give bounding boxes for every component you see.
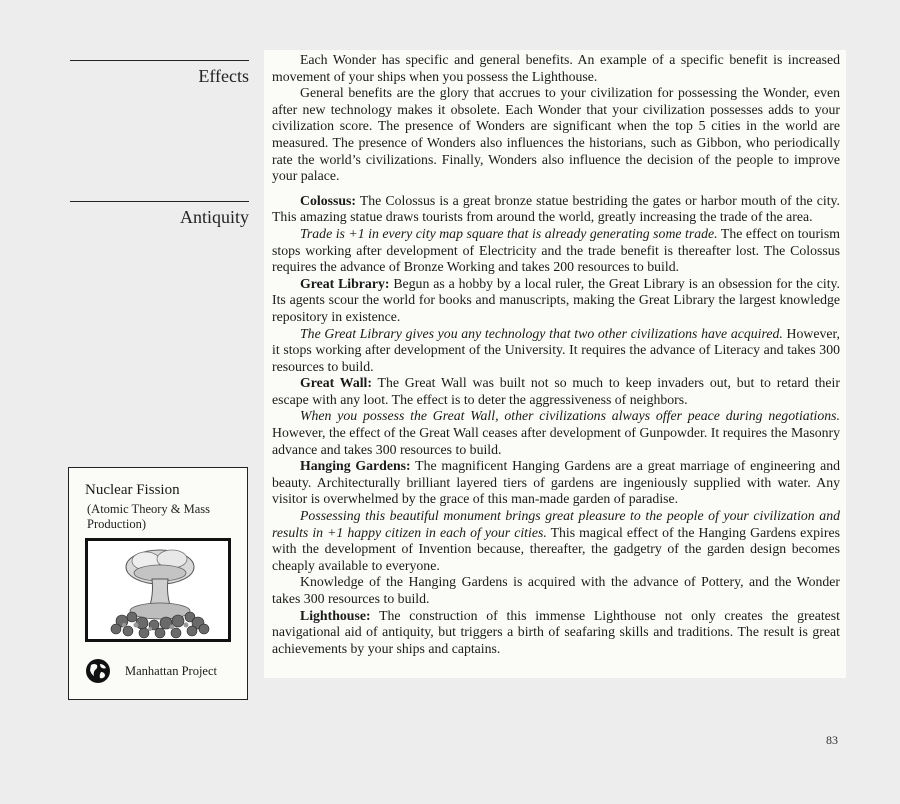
mushroom-cloud-illustration [85, 538, 231, 642]
wall-paragraph [272, 375, 840, 408]
gardens-paragraph [272, 458, 840, 508]
effects-paragraph-1: Each Wonder has specific and general benefits. An example of a specific benefit is increased movement of your ships when you possess the Lighthouse. [272, 52, 840, 84]
lighthouse-paragraph [272, 608, 840, 658]
gardens-description: The magnificent Hanging Gardens are a great marriage of engineering and beauty. Architecturally brilliant layered tiers of gardens are ingeniously supplied with water. Any visitor is overwhelmed by the grace of this man-made garden of paradise. [272, 458, 840, 507]
antiquity-heading: Antiquity [179, 207, 249, 227]
wall-rule-paragraph [272, 408, 840, 458]
effects-heading: Effects [198, 66, 249, 86]
lighthouse-term: Lighthouse: [300, 607, 371, 623]
gardens-paragraph-2: Knowledge of the Hanging Gardens is acquired with the advance of Pottery, and the Wonder takes 300 resources to build. [272, 574, 840, 606]
page-number: 83 [826, 733, 838, 747]
colossus-rule-paragraph [272, 226, 840, 276]
globe-icon [85, 658, 111, 684]
wall-rest: However, the effect of the Great Wall ceases after development of Gunpowder. It requires the Masonry advance and takes 300 resources to build. [272, 425, 840, 457]
library-rule-paragraph [272, 326, 840, 376]
colossus-description: The Colossus is a great bronze statue bestriding the gates or harbor mouth of the city. This amazing statue draws tourists from around the world, greatly increasing the trade of the area. [272, 192, 840, 225]
library-paragraph [272, 276, 840, 326]
antiquity-rule [70, 201, 249, 202]
lighthouse-description: The construction of this immense Lighthouse not only creates the greatest navigational aid of antiquity, but triggers a birth of seafaring skills and traditions. The result is great achievements by your ships and captains. [272, 607, 840, 656]
wall-description: The Great Wall was built not so much to keep invaders out, but to retard their escape with any loot. The effect is to deter the aggressiveness of neighbors. [272, 375, 840, 407]
body-text [272, 52, 840, 657]
library-rule: The Great Library gives you any technology that two other civilizations have acquired. [300, 325, 783, 341]
wonder-card [68, 467, 248, 700]
effects-rule [70, 60, 249, 61]
card-subtitle: (Atomic Theory & Mass Production) [87, 502, 211, 531]
colossus-rest: The effect on tourism stops working after development of Electricity and the trade benefit is thereafter lost. The Colossus requires the advance of Bronze Working and takes 200 resources to build. [272, 225, 840, 275]
wall-rule: When you possess the Great Wall, other civilizations always offer peace during negotiations. [300, 408, 840, 424]
gardens-rule: Possessing this beautiful monument brings great pleasure to the people of your civilization and results in +1 happy citizen in each of your cities. [272, 508, 840, 540]
gardens-term: Hanging Gardens: [300, 458, 411, 474]
gardens-rest: This magical effect of the Hanging Gardens expires with the development of Invention because, thereafter, the gadgetry of the garden design becomes cheaply available to everyone. [272, 524, 840, 573]
mushroom-cloud-image [88, 541, 228, 639]
colossus-term: Colossus: [300, 192, 356, 208]
wall-term: Great Wall: [300, 375, 372, 391]
card-title: Nuclear Fission [85, 482, 180, 498]
library-term: Great Library: [300, 275, 390, 291]
colossus-rule: Trade is +1 in every city map square that is already generating some trade. [300, 225, 718, 241]
library-rest: However, it stops working after development of the University. It requires the advance of Literacy and takes 300 resources to build. [272, 325, 841, 374]
text-panel [264, 50, 846, 678]
effects-paragraph-2: General benefits are the glory that accrues to your civilization for possessing the Wonder, even after new technology makes it obsolete. Each Wonder that your civilization possesses adds to your civilization score. The presence of Wonders are significant when the top 5 cities in the world are measured. The presence of Wonders also influences the historians, such as Gibbon, who periodically rate the world’s civilizations. Finally, Wonders also influence the decision of the people to improve your palace. [272, 85, 840, 184]
colossus-paragraph [272, 193, 840, 226]
library-description: Begun as a hobby by a local ruler, the Great Library is an obsession for the city. Its agents scour the world for books and manuscripts, making the Great Library the largest knowledge repository in existence. [272, 275, 840, 324]
card-wonder-name: Manhattan Project [125, 664, 217, 678]
gardens-rule-paragraph [272, 508, 840, 574]
